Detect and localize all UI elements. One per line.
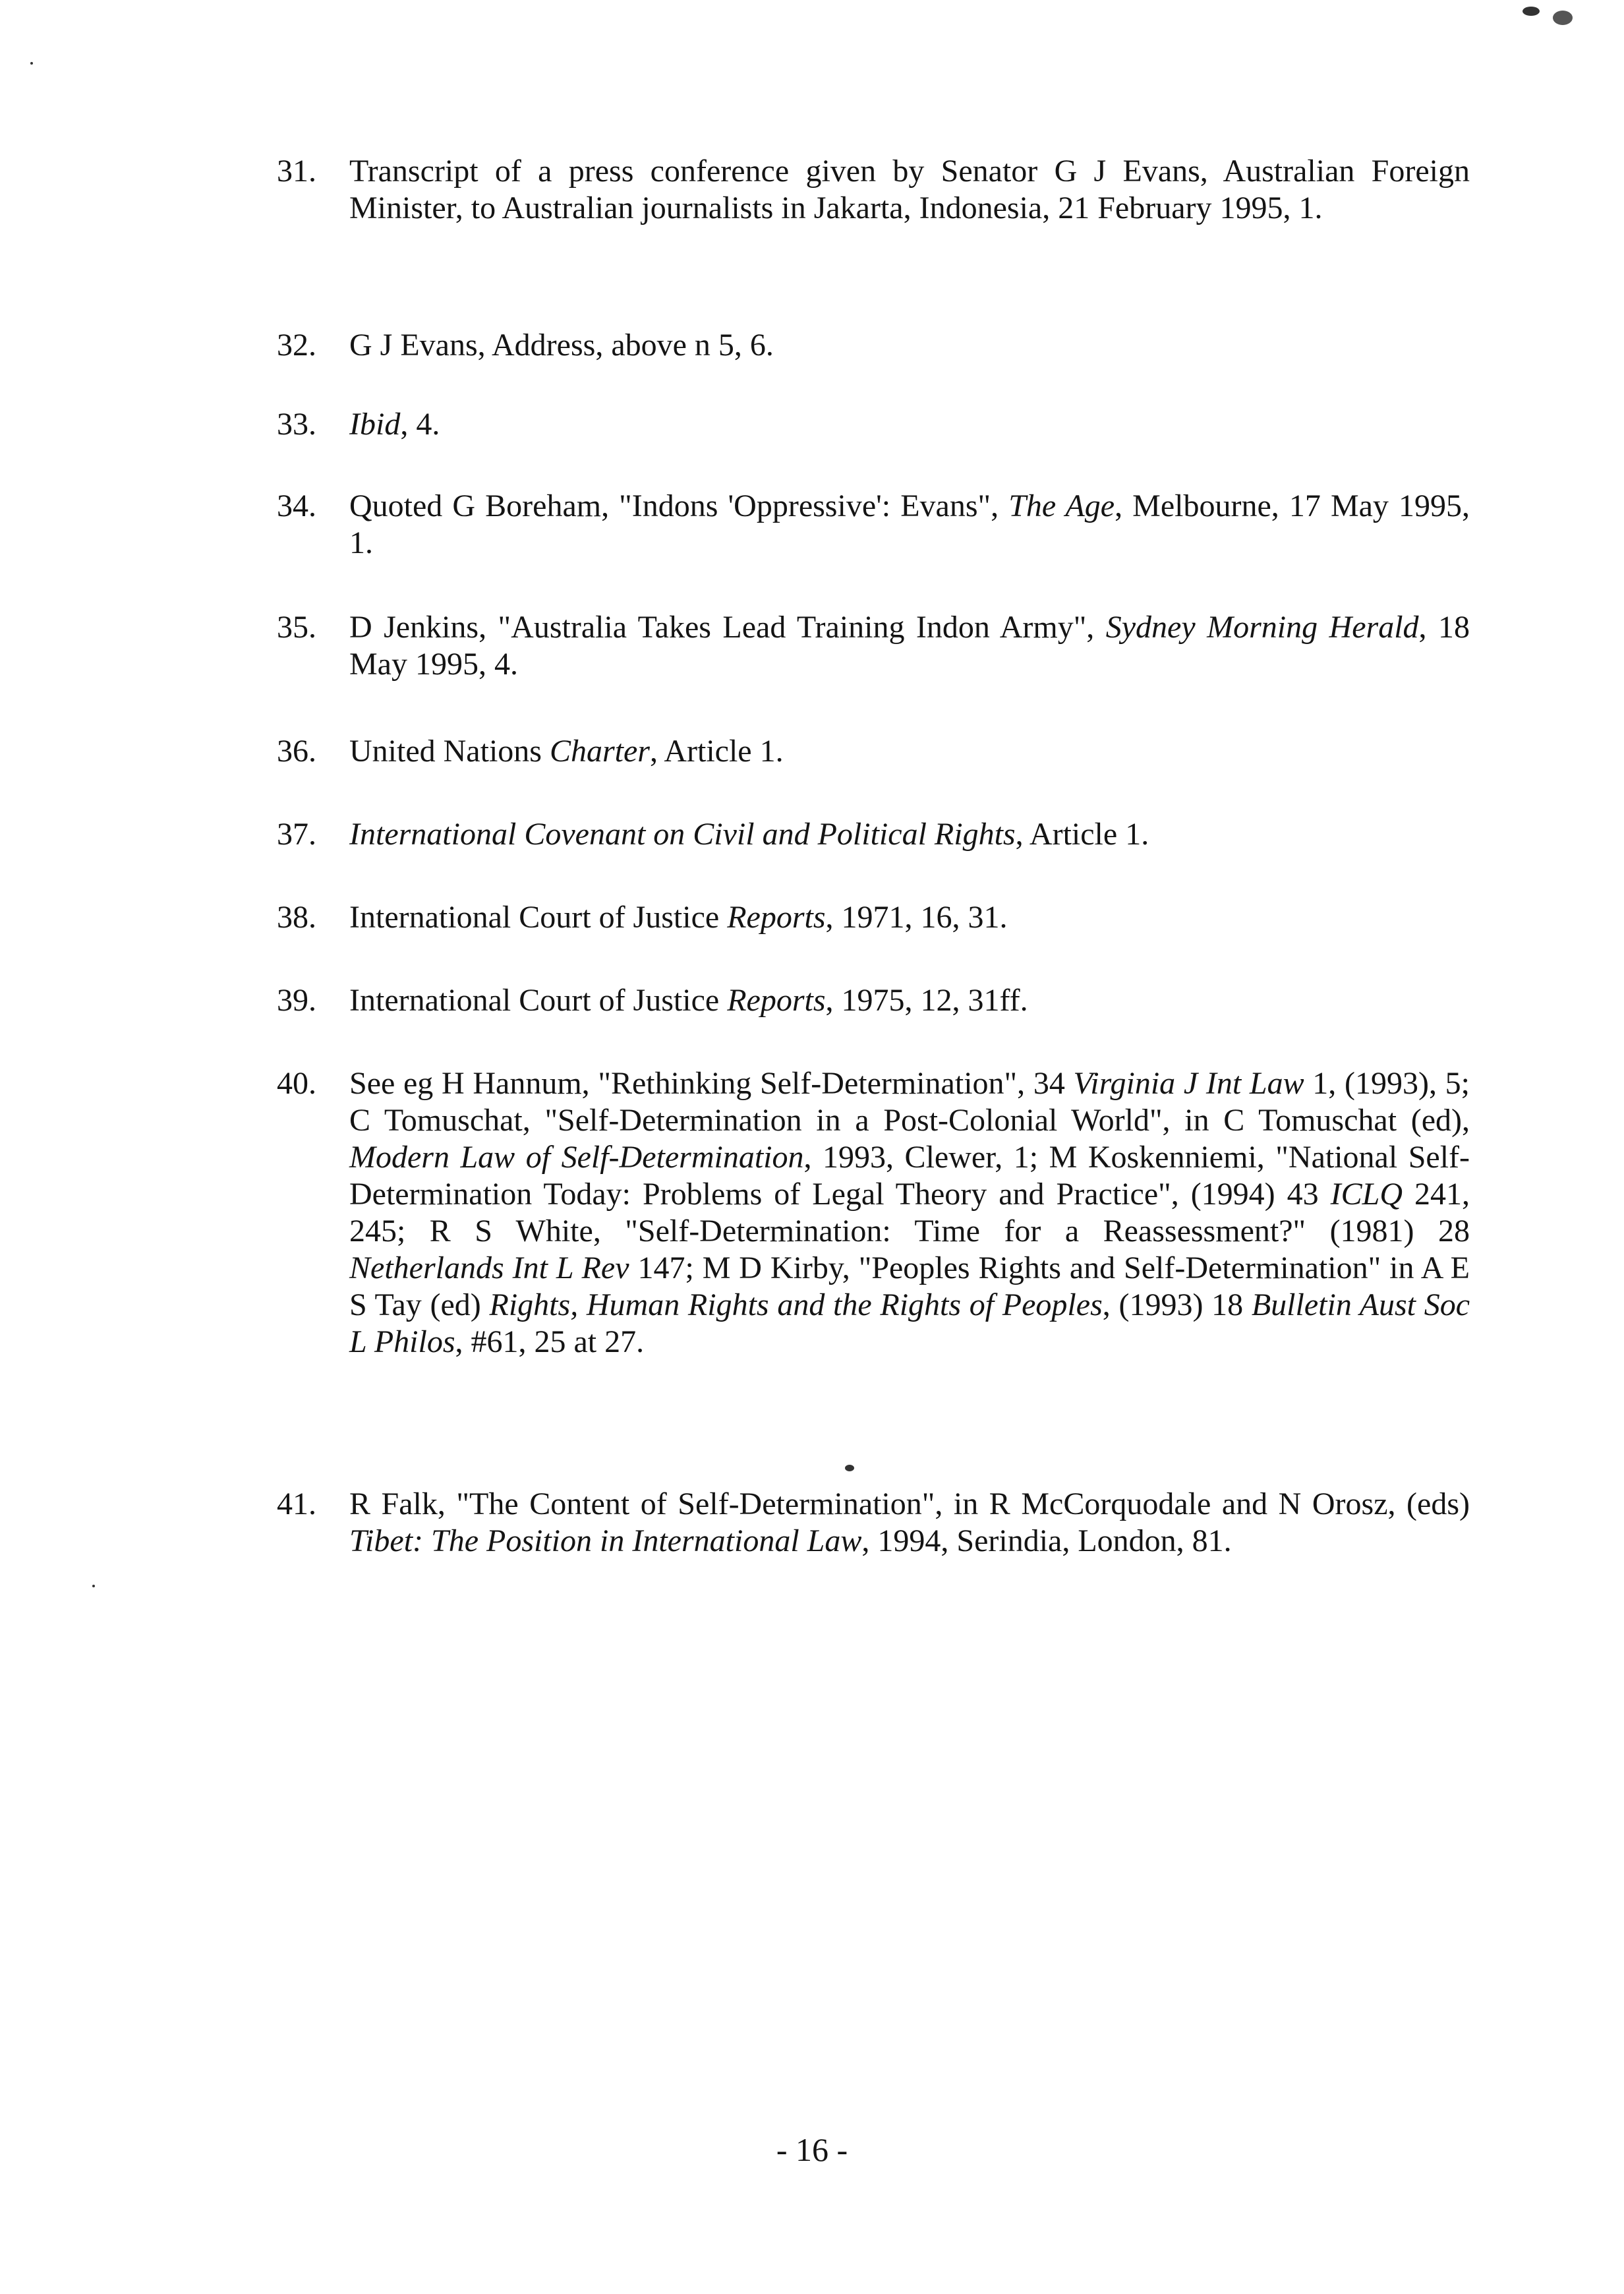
footnote-32 [277,327,1470,364]
footnote-number: 40. [277,1066,316,1101]
footnote-number: 36. [277,734,316,769]
footnote-31 [277,153,1470,227]
footnote-number: 33. [277,407,316,442]
footnote-text: G J Evans, Address, above n 5, 6. [349,328,774,363]
footnote-41 [277,1486,1470,1560]
footnote-37 [277,816,1470,853]
scan-speck [30,62,33,65]
footnote-text: D Jenkins, "Australia Takes Lead Training Indon Army", Sydney Morning Herald, 18 May 1995, 4. [349,610,1470,682]
footnote-number: 31. [277,154,316,189]
footnote-38 [277,899,1470,936]
scan-speck [1553,11,1573,25]
footnote-text: R Falk, "The Content of Self-Determination", in R McCorquodale and N Orosz, (eds) Tibet: The Position in International Law, 1994, Serindia, London, 81. [349,1486,1470,1558]
scan-speck [1522,7,1540,16]
page-number: - 16 - [776,2131,848,2168]
scan-speck [92,1585,95,1587]
footnote-number: 37. [277,817,316,852]
footnote-number: 41. [277,1486,316,1521]
footnote-text: Transcript of a press conference given by Senator G J Evans, Australian Foreign Minister, to Australian journalists in Jakarta, Indonesia, 21 February 1995, 1. [349,154,1470,225]
scan-speck [845,1465,854,1471]
footnote-text: International Covenant on Civil and Political Rights, Article 1. [349,817,1149,852]
footnote-text: International Court of Justice Reports, 1971, 16, 31. [349,900,1008,935]
footnote-text: Ibid, 4. [349,407,440,442]
footnote-text: See eg H Hannum, "Rethinking Self-Determination", 34 Virginia J Int Law 1, (1993), 5; C Tomuschat, "Self-Determination in a Post-Colonial World", in C Tomuschat (ed), Modern Law of Self-Determination, 1993, Clewer, 1; M Koskenniemi, "National Self-Determination Today: Problems of Legal Theory and Practice", (1994) 43 ICLQ 241, 245; R S White, "Self-Determination: Time for a Reassessment?" (1981) 28 Netherlands Int L Rev 147; M D Kirby, "Peoples Rights and Self-Determination" in A E S Tay (ed) Rights, Human Rights and the Rights of Peoples, (1993) 18 Bulletin Aust Soc L Philos, #61, 25 at 27. [349,1066,1470,1359]
footnote-33 [277,406,1470,443]
footnote-text: Quoted G Boreham, "Indons 'Oppressive': Evans", The Age, Melbourne, 17 May 1995, 1. [349,488,1470,560]
footnote-number: 38. [277,900,316,935]
footnote-text: United Nations Charter, Article 1. [349,734,784,769]
footnote-text: International Court of Justice Reports, 1975, 12, 31ff. [349,983,1028,1018]
footnote-36 [277,733,1470,770]
footnote-number: 35. [277,610,316,645]
footnote-35 [277,609,1470,683]
footnote-39 [277,982,1470,1019]
footnote-40 [277,1065,1470,1361]
footnote-number: 39. [277,983,316,1018]
footnote-number: 34. [277,488,316,523]
footnote-34 [277,488,1470,562]
footnote-number: 32. [277,328,316,363]
